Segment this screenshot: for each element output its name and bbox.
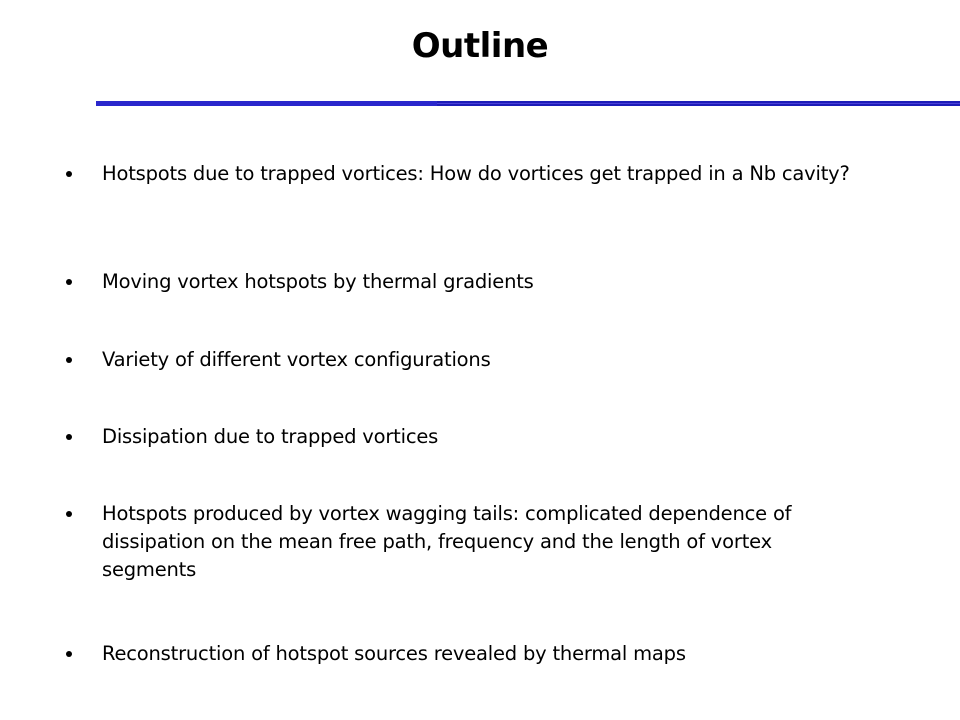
bullet-item [102, 268, 862, 296]
bullet-dot-icon [66, 651, 72, 657]
bullet-item [102, 423, 862, 451]
bullet-text: Hotspots produced by vortex wagging tails: complicated dependence of dissipation on the mean free path, frequency and the length of vortex segments [102, 502, 792, 581]
bullet-item [102, 500, 862, 584]
bullet-text: Moving vortex hotspots by thermal gradients [102, 270, 534, 293]
bullet-dot-icon [66, 434, 72, 440]
bullet-dot-icon [66, 171, 72, 177]
bullet-item [102, 346, 862, 374]
bullet-text: Reconstruction of hotspot sources revealed by thermal maps [102, 642, 686, 665]
bullet-text: Hotspots due to trapped vortices: How do vortices get trapped in a Nb cavity? [102, 162, 850, 185]
bullet-text: Dissipation due to trapped vortices [102, 425, 439, 448]
bullet-item [102, 160, 862, 188]
bullet-dot-icon [66, 511, 72, 517]
bullet-dot-icon [66, 279, 72, 285]
bullet-dot-icon [66, 357, 72, 363]
bullet-text: Variety of different vortex configurations [102, 348, 491, 371]
slide-title: Outline [411, 26, 549, 66]
bullet-item [102, 640, 862, 668]
